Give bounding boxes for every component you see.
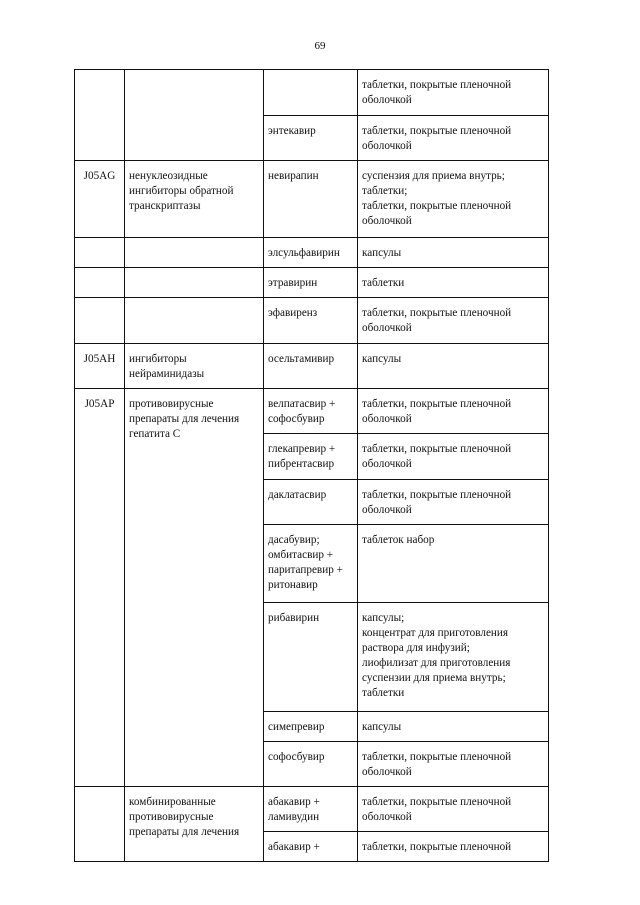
form-cell: таблетки, покрытые пленочной оболочкой bbox=[358, 389, 549, 434]
atc-code-cell bbox=[75, 787, 125, 862]
group-cell: комбинированные противовирусные препараты для лечения bbox=[125, 787, 264, 862]
group-cell: ненуклеозидные ингибиторы обратной транскриптазы bbox=[125, 161, 264, 238]
form-cell: капсулы; концентрат для приготовления раствора для инфузий; лиофилизат для приготовления суспензии для приема внутрь; таблетки bbox=[358, 603, 549, 712]
drug-cell: абакавир + bbox=[264, 832, 358, 862]
group-cell bbox=[125, 268, 264, 298]
drug-table bbox=[74, 69, 549, 862]
group-cell bbox=[125, 70, 264, 161]
atc-code-cell bbox=[75, 268, 125, 298]
drug-cell: элсульфавирин bbox=[264, 238, 358, 268]
form-cell: таблетки, покрытые пленочной оболочкой bbox=[358, 742, 549, 787]
atc-code-cell: J05AG bbox=[75, 161, 125, 238]
table-row bbox=[75, 268, 549, 298]
atc-code-cell: J05AP bbox=[75, 389, 125, 787]
table-row bbox=[75, 70, 549, 116]
table-row bbox=[75, 298, 549, 344]
table-row bbox=[75, 787, 549, 832]
drug-cell: симепревир bbox=[264, 712, 358, 742]
atc-code-cell bbox=[75, 238, 125, 268]
drug-cell: осельтамивир bbox=[264, 344, 358, 389]
drug-cell: рибавирин bbox=[264, 603, 358, 712]
atc-code-cell bbox=[75, 298, 125, 344]
group-cell bbox=[125, 238, 264, 268]
atc-code-cell bbox=[75, 70, 125, 161]
table-row bbox=[75, 344, 549, 389]
table-row bbox=[75, 389, 549, 434]
group-cell bbox=[125, 298, 264, 344]
atc-code-cell: J05AH bbox=[75, 344, 125, 389]
page-number: 69 bbox=[314, 40, 326, 52]
group-cell: противовирусные препараты для лечения гепатита С bbox=[125, 389, 264, 787]
form-cell: суспензия для приема внутрь; таблетки; таблетки, покрытые пленочной оболочкой bbox=[358, 161, 549, 238]
table-row bbox=[75, 161, 549, 238]
drug-cell: абакавир + ламивудин bbox=[264, 787, 358, 832]
group-cell: ингибиторы нейраминидазы bbox=[125, 344, 264, 389]
table-row bbox=[75, 238, 549, 268]
form-cell: таблетки, покрытые пленочной оболочкой bbox=[358, 70, 549, 116]
form-cell: капсулы bbox=[358, 344, 549, 389]
drug-cell: этравирин bbox=[264, 268, 358, 298]
form-cell: таблетки, покрытые пленочной bbox=[358, 832, 549, 862]
form-cell: таблетки, покрытые пленочной оболочкой bbox=[358, 787, 549, 832]
drug-cell: энтекавир bbox=[264, 116, 358, 161]
form-cell: таблетки, покрытые пленочной оболочкой bbox=[358, 480, 549, 525]
form-cell: капсулы bbox=[358, 238, 549, 268]
drug-cell: велпатасвир + софосбувир bbox=[264, 389, 358, 434]
drug-cell: даклатасвир bbox=[264, 480, 358, 525]
form-cell: таблетки bbox=[358, 268, 549, 298]
form-cell: капсулы bbox=[358, 712, 549, 742]
form-cell: таблеток набор bbox=[358, 525, 549, 603]
drug-cell: дасабувир; омбитасвир + паритапревир + ритонавир bbox=[264, 525, 358, 603]
form-cell: таблетки, покрытые пленочной оболочкой bbox=[358, 434, 549, 480]
drug-cell: невирапин bbox=[264, 161, 358, 238]
form-cell: таблетки, покрытые пленочной оболочкой bbox=[358, 116, 549, 161]
drug-cell: эфавиренз bbox=[264, 298, 358, 344]
form-cell: таблетки, покрытые пленочной оболочкой bbox=[358, 298, 549, 344]
drug-cell bbox=[264, 70, 358, 116]
drug-cell: глекапревир + пибрентасвир bbox=[264, 434, 358, 480]
drug-cell: софосбувир bbox=[264, 742, 358, 787]
